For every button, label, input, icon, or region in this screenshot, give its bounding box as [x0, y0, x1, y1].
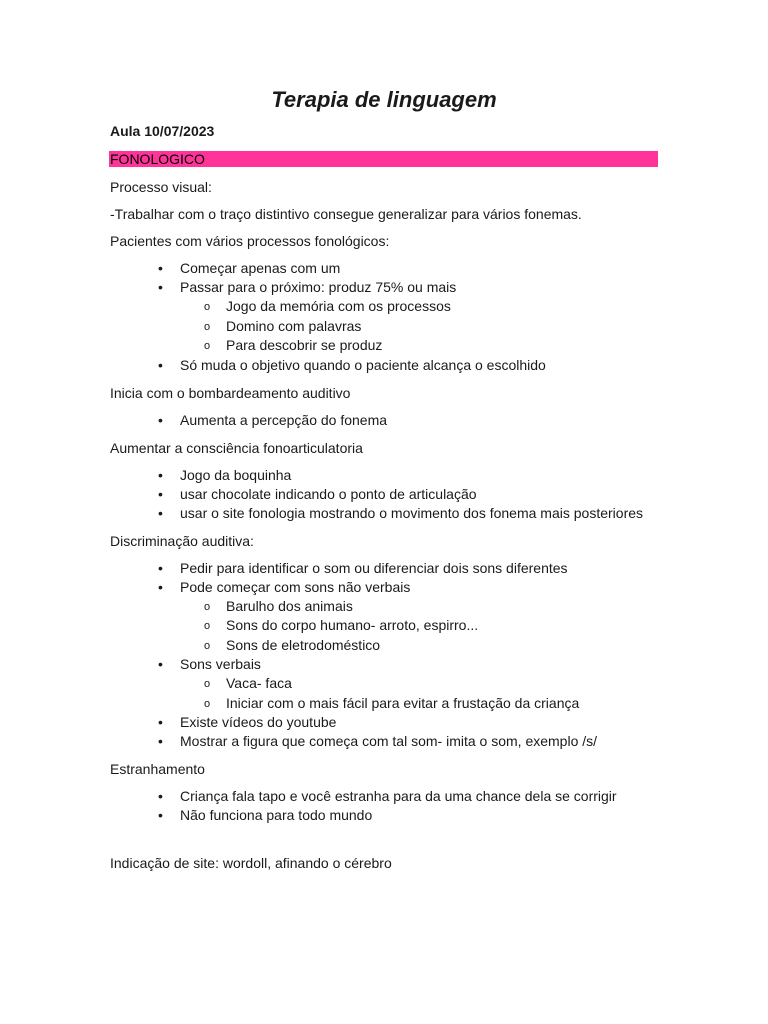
- list-item-text: Não funciona para todo mundo: [180, 807, 373, 823]
- list-item: [110, 278, 670, 356]
- sub-bullet-list: [180, 297, 670, 356]
- bullet-list: [110, 559, 670, 752]
- bullet-icon: •: [158, 578, 163, 595]
- list-item-text: Só muda o objetivo quando o paciente alcança o escolhido: [180, 356, 546, 373]
- list-item-text: Aumenta a percepção do fonema: [180, 411, 388, 428]
- sub-list-item: [180, 674, 670, 694]
- sub-bullet-list: [180, 597, 670, 656]
- list-item: [110, 655, 670, 713]
- list-item-text: Pedir para identificar o som ou diferenciar dois sons diferentes: [180, 559, 568, 576]
- bullet-icon: •: [158, 411, 163, 428]
- list-item: [110, 504, 670, 523]
- list-item-text: Mostrar a figura que começa com tal som- imita o som, exemplo /s/: [180, 733, 598, 749]
- paragraph: Discriminação auditiva:: [110, 532, 254, 549]
- list-item-text: Iniciar com o mais fácil para evitar a frustação da criança: [226, 694, 580, 711]
- document-body: [110, 178, 670, 881]
- sub-list-item: [180, 317, 670, 337]
- sub-bullet-icon: o: [204, 600, 211, 613]
- sub-bullet-list: [180, 674, 670, 713]
- list-item: [110, 732, 670, 751]
- list-item: [110, 411, 670, 430]
- sub-bullet-icon: o: [204, 320, 211, 333]
- paragraph: Estranhamento: [110, 761, 205, 777]
- list-item-text: Começar apenas com um: [180, 260, 341, 276]
- bullet-icon: •: [158, 714, 163, 730]
- bullet-list: [110, 259, 670, 375]
- bullet-icon: •: [158, 559, 163, 576]
- list-item-text: Sons do corpo humano- arroto, espirro...: [226, 617, 479, 633]
- list-item-text: Domino com palavras: [226, 317, 362, 334]
- bullet-icon: •: [158, 733, 163, 749]
- list-item-text: Jogo da boquinha: [180, 466, 292, 483]
- list-item: [110, 713, 670, 732]
- spacer: [110, 834, 670, 854]
- sub-list-item: [180, 597, 670, 617]
- list-item-text: Para descobrir se produz: [226, 337, 383, 353]
- paragraph: -Trabalhar com o traço distintivo consegue generalizar para vários fonemas.: [110, 206, 582, 222]
- list-item-text: usar o site fonologia mostrando o movimento dos fonema mais posteriores: [180, 504, 644, 521]
- bullet-list: [110, 411, 670, 430]
- list-item-text: Passar para o próximo: produz 75% ou mais: [180, 279, 457, 295]
- paragraph: Indicação de site: wordoll, afinando o cérebro: [110, 855, 392, 871]
- sub-bullet-icon: o: [204, 620, 211, 632]
- list-item-text: Criança fala tapo e você estranha para da uma chance dela se corrigir: [180, 788, 617, 804]
- bullet-icon: •: [158, 356, 163, 373]
- list-item-text: Jogo da memória com os processos: [226, 298, 451, 314]
- list-item-text: Sons verbais: [180, 656, 261, 672]
- bullet-icon: •: [158, 788, 163, 804]
- sub-bullet-icon: o: [204, 639, 211, 652]
- bullet-icon: •: [158, 485, 163, 502]
- bullet-list: [110, 787, 670, 825]
- list-item: [110, 806, 670, 825]
- list-item: [110, 787, 670, 806]
- paragraph: Processo visual:: [110, 179, 212, 195]
- bullet-icon: •: [158, 504, 163, 521]
- bullet-icon: •: [158, 466, 163, 483]
- sub-bullet-icon: o: [204, 697, 211, 710]
- sub-bullet-icon: o: [204, 301, 211, 313]
- list-item: [110, 485, 670, 504]
- list-item-text: Pode começar com sons não verbais: [180, 578, 411, 595]
- bullet-icon: •: [158, 260, 163, 276]
- paragraph: Inicia com o bombardeamento auditivo: [110, 384, 351, 401]
- sub-bullet-icon: o: [204, 678, 211, 690]
- list-item: [110, 356, 670, 375]
- section-heading: FONOLOGICO: [109, 151, 658, 167]
- bullet-icon: •: [158, 279, 163, 295]
- sub-list-item: [180, 636, 670, 656]
- list-item: [110, 466, 670, 485]
- list-item: [110, 578, 670, 656]
- sub-list-item: [180, 616, 670, 636]
- sub-list-item: [180, 297, 670, 317]
- list-item-text: Barulho dos animais: [226, 597, 353, 614]
- bullet-list: [110, 466, 670, 523]
- sub-bullet-icon: o: [204, 340, 211, 352]
- class-date: Aula 10/07/2023: [110, 123, 215, 139]
- list-item: [110, 559, 670, 578]
- bullet-icon: •: [158, 807, 163, 823]
- bullet-icon: •: [158, 656, 163, 672]
- sub-list-item: [180, 694, 670, 714]
- list-item: [110, 259, 670, 278]
- sub-list-item: [180, 336, 670, 356]
- list-item-text: Vaca- faca: [226, 675, 292, 691]
- list-item-text: Sons de eletrodoméstico: [226, 636, 381, 653]
- document-title: Terapia de linguagem: [271, 87, 497, 112]
- paragraph: Aumentar a consciência fonoarticulatoria: [110, 439, 363, 456]
- list-item-text: usar chocolate indicando o ponto de articulação: [180, 485, 477, 502]
- list-item-text: Existe vídeos do youtube: [180, 714, 337, 730]
- paragraph: Pacientes com vários processos fonológicos:: [110, 233, 390, 249]
